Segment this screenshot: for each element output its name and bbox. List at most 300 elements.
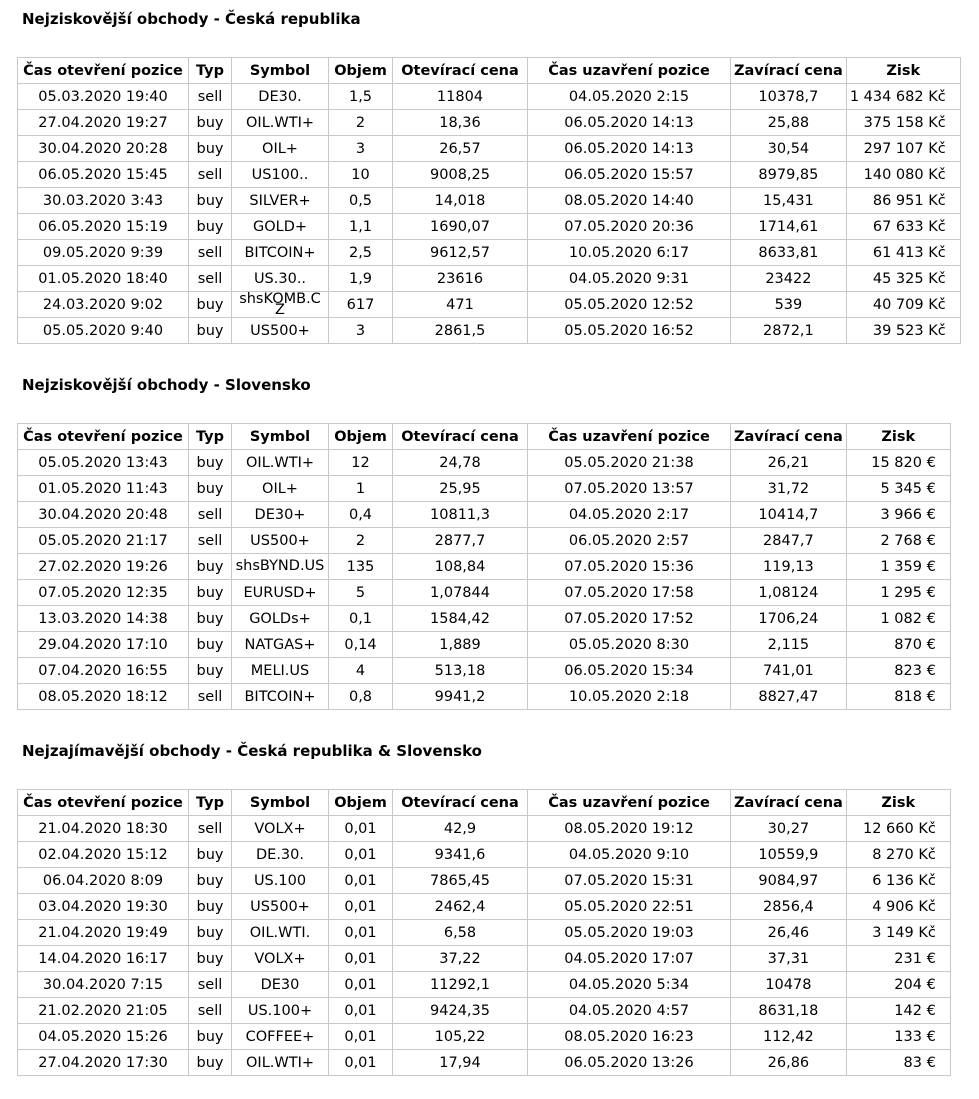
cell-close-price: 8633,81: [731, 240, 847, 266]
cell-close-time: 05.05.2020 22:51: [528, 894, 731, 920]
cell-close-price: 37,31: [731, 946, 847, 972]
cell-type: buy: [189, 580, 232, 606]
cell-symbol: DE30.: [232, 84, 329, 110]
cell-open-price: 11804: [393, 84, 528, 110]
cell-open-price: 24,78: [393, 450, 528, 476]
table-row: [18, 266, 961, 292]
cell-symbol: shsKOMB.CZ: [232, 292, 329, 318]
cell-volume: 2: [329, 528, 393, 554]
table-row: [18, 1050, 951, 1076]
cell-profit: 12 660 Kč: [846, 816, 950, 842]
cell-type: sell: [189, 816, 232, 842]
column-header-profit: Zisk: [846, 424, 950, 450]
cell-open-price: 37,22: [393, 946, 528, 972]
column-header-open-time: Čas otevření pozice: [18, 790, 189, 816]
cell-open-price: 26,57: [393, 136, 528, 162]
column-header-open-price: Otevírací cena: [393, 790, 528, 816]
cell-close-time: 04.05.2020 17:07: [528, 946, 731, 972]
cell-open-time: 06.05.2020 15:45: [18, 162, 189, 188]
cell-type: buy: [189, 658, 232, 684]
cell-open-price: 14,018: [393, 188, 528, 214]
table-row: [18, 450, 951, 476]
cell-close-price: 539: [731, 292, 847, 318]
cell-volume: 0,01: [329, 972, 393, 998]
trades-table: [17, 423, 951, 710]
column-header-close-price: Zavírací cena: [731, 424, 847, 450]
cell-close-time: 04.05.2020 5:34: [528, 972, 731, 998]
cell-profit: 375 158 Kč: [846, 110, 960, 136]
cell-profit: 8 270 Kč: [846, 842, 950, 868]
cell-type: buy: [189, 1050, 232, 1076]
cell-open-time: 02.04.2020 15:12: [18, 842, 189, 868]
cell-type: buy: [189, 554, 232, 580]
cell-symbol: OIL+: [232, 476, 329, 502]
table-row: [18, 318, 961, 344]
cell-profit: 1 434 682 Kč: [846, 84, 960, 110]
cell-open-time: 03.04.2020 19:30: [18, 894, 189, 920]
cell-close-time: 06.05.2020 13:26: [528, 1050, 731, 1076]
cell-open-time: 30.04.2020 7:15: [18, 972, 189, 998]
section-title: Nejziskovější obchody - Slovensko: [22, 376, 311, 394]
column-header-volume: Objem: [329, 424, 393, 450]
table-row: [18, 868, 951, 894]
table-row: [18, 214, 961, 240]
cell-close-time: 04.05.2020 9:31: [528, 266, 731, 292]
cell-volume: 4: [329, 658, 393, 684]
table-row: [18, 658, 951, 684]
section-title: Nejzajímavější obchody - Česká republika & Slovensko: [22, 742, 482, 760]
cell-close-price: 10478: [731, 972, 847, 998]
column-header-profit: Zisk: [846, 58, 960, 84]
cell-close-time: 07.05.2020 13:57: [528, 476, 731, 502]
cell-open-price: 9941,2: [393, 684, 528, 710]
cell-close-price: 26,21: [731, 450, 847, 476]
cell-symbol: US.100+: [232, 998, 329, 1024]
cell-open-time: 14.04.2020 16:17: [18, 946, 189, 972]
cell-volume: 1,5: [329, 84, 393, 110]
cell-symbol: OIL.WTI+: [232, 450, 329, 476]
cell-type: buy: [189, 110, 232, 136]
cell-profit: 818 €: [846, 684, 950, 710]
cell-profit: 3 966 €: [846, 502, 950, 528]
cell-type: sell: [189, 162, 232, 188]
cell-close-time: 10.05.2020 2:18: [528, 684, 731, 710]
cell-symbol: GOLDs+: [232, 606, 329, 632]
cell-open-price: 2861,5: [393, 318, 528, 344]
cell-open-price: 2462,4: [393, 894, 528, 920]
cell-open-price: 10811,3: [393, 502, 528, 528]
cell-profit: 3 149 Kč: [846, 920, 950, 946]
cell-close-time: 05.05.2020 12:52: [528, 292, 731, 318]
column-header-symbol: Symbol: [232, 790, 329, 816]
table-header-row: [18, 58, 961, 84]
cell-profit: 1 082 €: [846, 606, 950, 632]
table-row: [18, 816, 951, 842]
cell-close-price: 2872,1: [731, 318, 847, 344]
cell-open-time: 21.04.2020 19:49: [18, 920, 189, 946]
cell-profit: 133 €: [846, 1024, 950, 1050]
cell-close-time: 04.05.2020 2:17: [528, 502, 731, 528]
cell-open-price: 1584,42: [393, 606, 528, 632]
cell-symbol: BITCOIN+: [232, 684, 329, 710]
cell-open-price: 42,9: [393, 816, 528, 842]
column-header-type: Typ: [189, 424, 232, 450]
cell-open-price: 1,889: [393, 632, 528, 658]
cell-close-price: 8979,85: [731, 162, 847, 188]
cell-symbol: VOLX+: [232, 946, 329, 972]
cell-open-time: 30.03.2020 3:43: [18, 188, 189, 214]
cell-symbol: DE.30.: [232, 842, 329, 868]
cell-open-price: 25,95: [393, 476, 528, 502]
cell-open-price: 18,36: [393, 110, 528, 136]
cell-open-time: 27.04.2020 17:30: [18, 1050, 189, 1076]
cell-type: buy: [189, 606, 232, 632]
column-header-close-time: Čas uzavření pozice: [528, 424, 731, 450]
cell-open-time: 21.04.2020 18:30: [18, 816, 189, 842]
cell-close-time: 07.05.2020 15:36: [528, 554, 731, 580]
cell-profit: 870 €: [846, 632, 950, 658]
cell-open-time: 01.05.2020 18:40: [18, 266, 189, 292]
cell-profit: 40 709 Kč: [846, 292, 960, 318]
cell-close-time: 05.05.2020 21:38: [528, 450, 731, 476]
cell-symbol: VOLX+: [232, 816, 329, 842]
cell-volume: 2,5: [329, 240, 393, 266]
cell-open-price: 1,07844: [393, 580, 528, 606]
cell-volume: 617: [329, 292, 393, 318]
cell-open-price: 2877,7: [393, 528, 528, 554]
cell-profit: 231 €: [846, 946, 950, 972]
cell-volume: 1,1: [329, 214, 393, 240]
cell-open-time: 06.04.2020 8:09: [18, 868, 189, 894]
cell-close-price: 8631,18: [731, 998, 847, 1024]
cell-close-time: 06.05.2020 14:13: [528, 110, 731, 136]
cell-open-price: 9612,57: [393, 240, 528, 266]
cell-close-price: 1706,24: [731, 606, 847, 632]
cell-symbol: US500+: [232, 894, 329, 920]
cell-open-time: 05.05.2020 9:40: [18, 318, 189, 344]
table-row: [18, 554, 951, 580]
column-header-type: Typ: [189, 58, 232, 84]
cell-close-time: 04.05.2020 9:10: [528, 842, 731, 868]
cell-type: buy: [189, 318, 232, 344]
cell-open-time: 09.05.2020 9:39: [18, 240, 189, 266]
cell-close-price: 25,88: [731, 110, 847, 136]
cell-volume: 0,01: [329, 920, 393, 946]
cell-profit: 2 768 €: [846, 528, 950, 554]
cell-open-time: 08.05.2020 18:12: [18, 684, 189, 710]
cell-open-time: 05.05.2020 13:43: [18, 450, 189, 476]
cell-type: buy: [189, 188, 232, 214]
cell-profit: 5 345 €: [846, 476, 950, 502]
cell-close-time: 06.05.2020 15:57: [528, 162, 731, 188]
cell-type: buy: [189, 136, 232, 162]
cell-volume: 0,01: [329, 946, 393, 972]
cell-type: buy: [189, 920, 232, 946]
cell-profit: 297 107 Kč: [846, 136, 960, 162]
cell-volume: 10: [329, 162, 393, 188]
cell-profit: 67 633 Kč: [846, 214, 960, 240]
cell-profit: 6 136 Kč: [846, 868, 950, 894]
cell-open-price: 513,18: [393, 658, 528, 684]
cell-close-time: 10.05.2020 6:17: [528, 240, 731, 266]
cell-volume: 0,01: [329, 816, 393, 842]
cell-volume: 0,01: [329, 1024, 393, 1050]
cell-open-price: 7865,45: [393, 868, 528, 894]
cell-close-price: 10559,9: [731, 842, 847, 868]
cell-open-time: 06.05.2020 15:19: [18, 214, 189, 240]
cell-type: sell: [189, 240, 232, 266]
cell-volume: 0,8: [329, 684, 393, 710]
cell-volume: 0,1: [329, 606, 393, 632]
cell-type: buy: [189, 214, 232, 240]
cell-close-price: 2856,4: [731, 894, 847, 920]
cell-profit: 142 €: [846, 998, 950, 1024]
cell-profit: 204 €: [846, 972, 950, 998]
cell-symbol: DE30+: [232, 502, 329, 528]
column-header-symbol: Symbol: [232, 58, 329, 84]
trades-table: [17, 789, 951, 1076]
cell-type: buy: [189, 946, 232, 972]
column-header-profit: Zisk: [846, 790, 950, 816]
table-row: [18, 240, 961, 266]
column-header-close-price: Zavírací cena: [731, 790, 847, 816]
cell-symbol: US.100: [232, 868, 329, 894]
cell-type: buy: [189, 292, 232, 318]
cell-open-price: 1690,07: [393, 214, 528, 240]
cell-type: sell: [189, 528, 232, 554]
table-row: [18, 920, 951, 946]
column-header-close-price: Zavírací cena: [731, 58, 847, 84]
cell-volume: 3: [329, 318, 393, 344]
cell-profit: 1 359 €: [846, 554, 950, 580]
cell-close-price: 30,27: [731, 816, 847, 842]
cell-close-price: 30,54: [731, 136, 847, 162]
cell-type: sell: [189, 998, 232, 1024]
cell-volume: 3: [329, 136, 393, 162]
cell-close-time: 07.05.2020 17:58: [528, 580, 731, 606]
cell-profit: 4 906 Kč: [846, 894, 950, 920]
column-header-close-time: Čas uzavření pozice: [528, 58, 731, 84]
cell-open-time: 21.02.2020 21:05: [18, 998, 189, 1024]
cell-symbol: EURUSD+: [232, 580, 329, 606]
table-row: [18, 842, 951, 868]
cell-close-price: 9084,97: [731, 868, 847, 894]
cell-close-price: 15,431: [731, 188, 847, 214]
table-row: [18, 476, 951, 502]
table-row: [18, 972, 951, 998]
cell-volume: 0,01: [329, 1050, 393, 1076]
cell-volume: 0,4: [329, 502, 393, 528]
column-header-open-price: Otevírací cena: [393, 424, 528, 450]
cell-close-time: 08.05.2020 14:40: [528, 188, 731, 214]
table-header-row: [18, 424, 951, 450]
cell-type: sell: [189, 502, 232, 528]
cell-close-price: 112,42: [731, 1024, 847, 1050]
table-row: [18, 502, 951, 528]
cell-close-price: 119,13: [731, 554, 847, 580]
cell-type: sell: [189, 266, 232, 292]
trades-table: [17, 57, 961, 344]
table-row: [18, 894, 951, 920]
cell-profit: 15 820 €: [846, 450, 950, 476]
cell-symbol: MELI.US: [232, 658, 329, 684]
cell-open-price: 105,22: [393, 1024, 528, 1050]
cell-open-price: 23616: [393, 266, 528, 292]
cell-type: sell: [189, 84, 232, 110]
cell-symbol: US500+: [232, 318, 329, 344]
cell-close-time: 04.05.2020 4:57: [528, 998, 731, 1024]
cell-volume: 0,01: [329, 894, 393, 920]
cell-close-price: 10414,7: [731, 502, 847, 528]
cell-type: sell: [189, 684, 232, 710]
cell-close-time: 07.05.2020 15:31: [528, 868, 731, 894]
column-header-close-time: Čas uzavření pozice: [528, 790, 731, 816]
cell-open-time: 13.03.2020 14:38: [18, 606, 189, 632]
cell-open-price: 9008,25: [393, 162, 528, 188]
cell-volume: 0,5: [329, 188, 393, 214]
table-row: [18, 292, 961, 318]
cell-open-time: 29.04.2020 17:10: [18, 632, 189, 658]
cell-volume: 0,01: [329, 842, 393, 868]
column-header-type: Typ: [189, 790, 232, 816]
cell-open-time: 07.04.2020 16:55: [18, 658, 189, 684]
cell-close-time: 04.05.2020 2:15: [528, 84, 731, 110]
table-row: [18, 110, 961, 136]
cell-open-time: 30.04.2020 20:28: [18, 136, 189, 162]
cell-open-time: 30.04.2020 20:48: [18, 502, 189, 528]
cell-close-price: 26,86: [731, 1050, 847, 1076]
cell-open-time: 04.05.2020 15:26: [18, 1024, 189, 1050]
cell-close-price: 26,46: [731, 920, 847, 946]
cell-close-price: 741,01: [731, 658, 847, 684]
cell-open-time: 05.03.2020 19:40: [18, 84, 189, 110]
cell-open-time: 01.05.2020 11:43: [18, 476, 189, 502]
cell-profit: 39 523 Kč: [846, 318, 960, 344]
cell-volume: 12: [329, 450, 393, 476]
cell-close-price: 1714,61: [731, 214, 847, 240]
cell-symbol: US.30..: [232, 266, 329, 292]
cell-symbol: OIL.WTI+: [232, 1050, 329, 1076]
cell-close-time: 06.05.2020 14:13: [528, 136, 731, 162]
cell-symbol: OIL.WTI+: [232, 110, 329, 136]
column-header-open-time: Čas otevření pozice: [18, 58, 189, 84]
table-row: [18, 162, 961, 188]
table-row: [18, 528, 951, 554]
table-row: [18, 84, 961, 110]
table-row: [18, 684, 951, 710]
cell-profit: 86 951 Kč: [846, 188, 960, 214]
cell-volume: 0,14: [329, 632, 393, 658]
cell-open-time: 05.05.2020 21:17: [18, 528, 189, 554]
cell-profit: 823 €: [846, 658, 950, 684]
cell-volume: 0,01: [329, 998, 393, 1024]
cell-volume: 135: [329, 554, 393, 580]
table-row: [18, 632, 951, 658]
cell-type: sell: [189, 972, 232, 998]
cell-close-time: 05.05.2020 19:03: [528, 920, 731, 946]
cell-close-time: 08.05.2020 16:23: [528, 1024, 731, 1050]
cell-close-price: 2847,7: [731, 528, 847, 554]
cell-volume: 1,9: [329, 266, 393, 292]
cell-open-price: 6,58: [393, 920, 528, 946]
section-title: Nejziskovější obchody - Česká republika: [22, 10, 361, 28]
cell-close-price: 1,08124: [731, 580, 847, 606]
cell-profit: 140 080 Kč: [846, 162, 960, 188]
column-header-volume: Objem: [329, 58, 393, 84]
cell-symbol: GOLD+: [232, 214, 329, 240]
cell-close-price: 23422: [731, 266, 847, 292]
cell-open-price: 11292,1: [393, 972, 528, 998]
cell-symbol: OIL.WTI.: [232, 920, 329, 946]
cell-profit: 61 413 Kč: [846, 240, 960, 266]
cell-symbol: shsBYND.US: [232, 554, 329, 580]
cell-open-time: 27.02.2020 19:26: [18, 554, 189, 580]
cell-symbol: DE30: [232, 972, 329, 998]
cell-profit: 1 295 €: [846, 580, 950, 606]
cell-type: buy: [189, 1024, 232, 1050]
column-header-volume: Objem: [329, 790, 393, 816]
cell-close-time: 07.05.2020 20:36: [528, 214, 731, 240]
cell-open-time: 07.05.2020 12:35: [18, 580, 189, 606]
cell-symbol: SILVER+: [232, 188, 329, 214]
cell-volume: 1: [329, 476, 393, 502]
cell-close-time: 07.05.2020 17:52: [528, 606, 731, 632]
cell-open-price: 471: [393, 292, 528, 318]
cell-close-time: 05.05.2020 16:52: [528, 318, 731, 344]
cell-open-price: 108,84: [393, 554, 528, 580]
cell-profit: 83 €: [846, 1050, 950, 1076]
table-header-row: [18, 790, 951, 816]
table-row: [18, 1024, 951, 1050]
column-header-open-price: Otevírací cena: [393, 58, 528, 84]
cell-open-time: 24.03.2020 9:02: [18, 292, 189, 318]
cell-type: buy: [189, 476, 232, 502]
cell-type: buy: [189, 842, 232, 868]
cell-symbol: COFFEE+: [232, 1024, 329, 1050]
table-row: [18, 946, 951, 972]
cell-symbol: BITCOIN+: [232, 240, 329, 266]
table-row: [18, 998, 951, 1024]
table-row: [18, 136, 961, 162]
table-row: [18, 606, 951, 632]
cell-close-price: 10378,7: [731, 84, 847, 110]
cell-type: buy: [189, 894, 232, 920]
cell-open-time: 27.04.2020 19:27: [18, 110, 189, 136]
cell-volume: 2: [329, 110, 393, 136]
cell-close-price: 31,72: [731, 476, 847, 502]
table-row: [18, 188, 961, 214]
cell-close-price: 8827,47: [731, 684, 847, 710]
cell-close-time: 06.05.2020 2:57: [528, 528, 731, 554]
cell-close-time: 05.05.2020 8:30: [528, 632, 731, 658]
cell-symbol: US500+: [232, 528, 329, 554]
cell-close-time: 08.05.2020 19:12: [528, 816, 731, 842]
cell-close-time: 06.05.2020 15:34: [528, 658, 731, 684]
cell-volume: 5: [329, 580, 393, 606]
cell-symbol: OIL+: [232, 136, 329, 162]
column-header-symbol: Symbol: [232, 424, 329, 450]
column-header-open-time: Čas otevření pozice: [18, 424, 189, 450]
cell-type: buy: [189, 450, 232, 476]
cell-open-price: 9424,35: [393, 998, 528, 1024]
cell-symbol: NATGAS+: [232, 632, 329, 658]
cell-volume: 0,01: [329, 868, 393, 894]
cell-type: buy: [189, 632, 232, 658]
cell-profit: 45 325 Kč: [846, 266, 960, 292]
cell-open-price: 9341,6: [393, 842, 528, 868]
cell-close-price: 2,115: [731, 632, 847, 658]
cell-type: buy: [189, 868, 232, 894]
